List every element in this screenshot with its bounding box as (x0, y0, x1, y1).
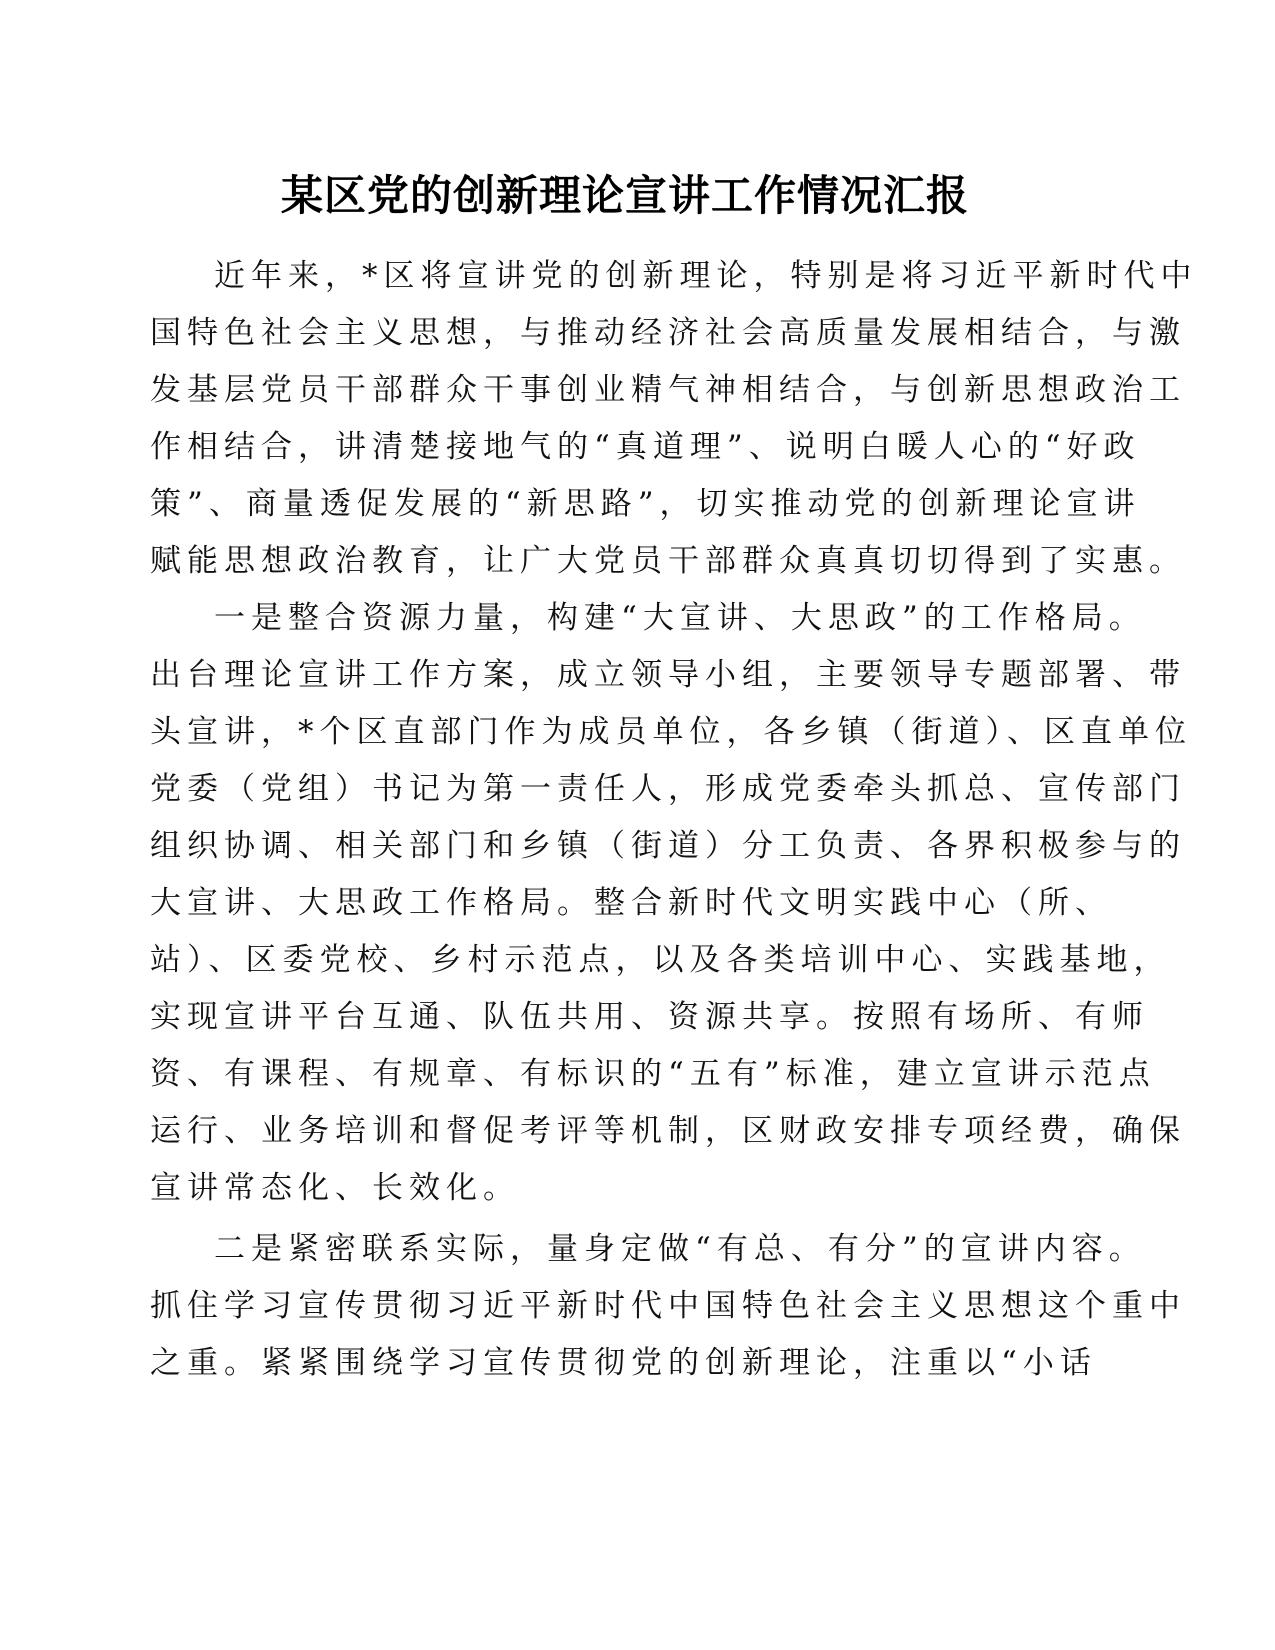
text-line: 党委（党组）书记为第一责任人，形成党委牵头抓总、宣传部门 (150, 771, 1186, 807)
document-title: 某区党的创新理论宣讲工作情况汇报 (280, 171, 969, 220)
text-line: 近年来，*区将宣讲党的创新理论，特别是将习近平新时代中 (214, 258, 1198, 294)
paragraph-point-two (150, 1221, 1186, 1392)
text-line: 组织协调、相关部门和乡镇（街道）分工负责、各界积极参与的 (150, 828, 1186, 864)
text-line: 站）、区委党校、乡村示范点，以及各类培训中心、实践基地， (150, 942, 1171, 978)
paragraph-intro (150, 248, 1198, 590)
paragraph-point-one (150, 590, 1192, 1217)
text-line: 运行、业务培训和督促考评等机制，区财政安排专项经费，确保 (150, 1113, 1186, 1149)
text-line: 之重。紧紧围绕学习宣传贯彻党的创新理论，注重以“小话 (150, 1345, 1097, 1381)
document-body (150, 248, 1198, 1392)
text-line: 大宣讲、大思政工作格局。整合新时代文明实践中心（所、 (150, 885, 1112, 921)
text-line: 资、有课程、有规章、有标识的“五有”标准，建立宣讲示范点 (150, 1056, 1156, 1092)
text-line: 头宣讲，*个区直部门作为成员单位，各乡镇（街道）、区直单位 (150, 714, 1192, 750)
text-line: 一是整合资源力量，构建“大宣讲、大思政”的工作格局。 (214, 600, 1146, 636)
text-line: 策”、商量透促发展的“新思路”，切实推动党的创新理论宣讲 (150, 486, 1141, 522)
text-line: 实现宣讲平台互通、队伍共用、资源共享。按照有场所、有师 (150, 999, 1149, 1035)
text-line: 二是紧密联系实际，量身定做“有总、有分”的宣讲内容。 (214, 1231, 1146, 1267)
text-line: 国特色社会主义思想，与推动经济社会高质量发展相结合，与激 (150, 315, 1186, 351)
text-line: 发基层党员干部群众干事创业精气神相结合，与创新思想政治工 (150, 372, 1186, 408)
text-line: 出台理论宣讲工作方案，成立领导小组，主要领导专题部署、带 (150, 657, 1186, 693)
text-line: 作相结合，讲清楚接地气的“真道理”、说明白暖人心的“好政 (150, 429, 1141, 465)
text-line: 抓住学习宣传贯彻习近平新时代中国特色社会主义思想这个重中 (150, 1288, 1186, 1324)
text-line: 宣讲常态化、长效化。 (150, 1170, 520, 1206)
text-line: 赋能思想政治教育，让广大党员干部群众真真切切得到了实惠。 (150, 543, 1186, 579)
